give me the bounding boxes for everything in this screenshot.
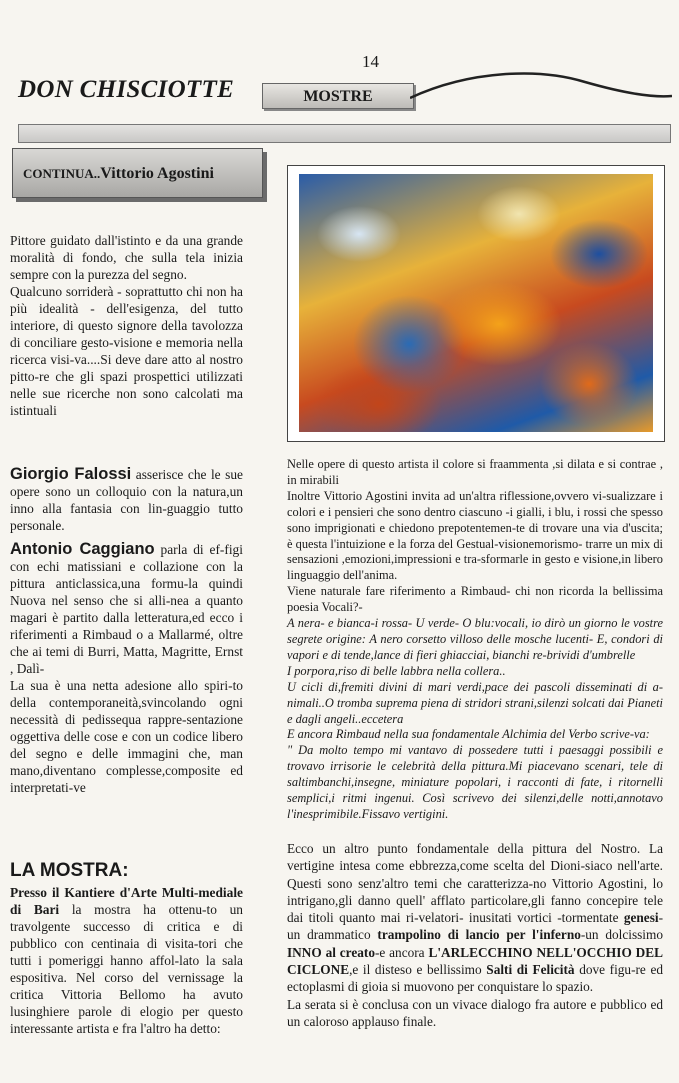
intro-paragraph-1: Pittore guidato dall'istinto e da una grande moralità di fondo, che sulla tela inizia sempre con la purezza del segno.	[10, 233, 243, 282]
right-column	[287, 457, 663, 823]
left-intro	[10, 232, 243, 419]
mostra-heading: LA MOSTRA:	[10, 860, 129, 881]
section-label: MOSTRE	[262, 83, 414, 109]
decorative-swoosh	[410, 60, 672, 120]
adesione-paragraph: La sua è una netta adesione allo spiri-to della contemporaneità,svincolando ogni necessità di pedissequa rappre-sentazione oggettiva delle cose e con un codice libero del segno e delle immagini che, man mano,diventano complesse,composite ed interpretati-ve	[10, 678, 243, 795]
masthead-title: DON CHISCIOTTE	[18, 76, 235, 103]
continua-title-box	[12, 148, 263, 198]
poem-stanza-2: I porpora,riso di belle labbra nella collera..	[287, 663, 506, 678]
falossi-paragraph	[10, 466, 243, 534]
abstract-painting	[299, 174, 653, 432]
right-paragraph-1: Nelle opere di questo artista il colore si fraammenta ,si dilata e si contrae , in mirabili	[287, 457, 663, 487]
right-paragraph-5: La serata si è conclusa con un vivace dialogo fra autore e pubblico ed un caloroso applauso finale.	[287, 996, 663, 1029]
caggiano-text: parla di ef-figi con echi matissiani e collazione con la pittura anticlassica,una formu-la quindi Nuova nel senso che si alli-nea a quanto magari è partito dalla letteratura,ed ecco i riferimenti a Rimbaud o a Mallarmé, oltre che ai temi di Burri, Matta, Magritte, Ernst , Dalì-	[10, 542, 243, 676]
continua-prefix: CONTINUA..	[23, 166, 101, 181]
right-column-lower	[287, 840, 663, 1030]
painting-image	[287, 165, 665, 442]
poem-stanza-3: U cicli di,fremiti divini di mari verdi,pace dei pascoli disseminati di a-nimali..O tromba suprema piena di stridori strani,silenzi solcati dai Pianeti e dagli angeli..eccetera	[287, 679, 663, 726]
mostra-venue: Presso il Kantiere d'Arte Multi-mediale di Bari	[10, 885, 243, 917]
right-paragraph-4: Ecco un altro punto fondamentale della pittura del Nostro. La vertigine intesa come ebbrezza,come scelta del Dioni-siaco nell'arte. Questi sono senz'altro temi che caratterizza-no Vittorio Agostini, lo intrigano,gli danno quell' afflato particolare,gli fanno concepire tele dai titoli quanto mai ri-velatori- inusitati vortici -tormentate genesi- un drammatico trampolino di lancio per l'inferno-un dolcissimo INNO al creato-e ancora L'ARLECCHINO NELL'OCCHIO DEL CICLONE,e il disteso e bellissimo Salti di Felicità dove figu-re ed ectoplasmi di gioia si muovono per conquistare lo spazio.	[287, 841, 664, 995]
mostra-paragraph	[10, 884, 243, 1037]
intro-paragraph-2: Qualcuno sorriderà - soprattutto chi non ha più idealità - dell'esigenza, del tutto interiore, di questo signore della tavolozza di conciliare gesto-visione e memoria nella ricerca visi-va....Si deve dare atto al nostro pitto-re che gli spazi prospettici utilizzati nelle sue ricerche non sono calcolati ma istintuali	[10, 284, 243, 418]
right-paragraph-2: Inoltre Vittorio Agostini invita ad un'altra riflessione,ovvero vi-sualizzare i colori e i pensieri che sono dentro ciascuno -i gialli, i blu, i rossi che spesso sono imprigionati e chiedono prepotentemen-te di trovare una via d'uscita; è questa l'intuizione e la forza del Gestual-visionemorismo- trarre un mix di sensazioni ,emozioni,impressioni e tra-sformarle in gesto e visione,in libero linguaggio dell'anima.	[287, 488, 663, 583]
mostra-text: la mostra ha ottenu-to un travolgente successo di critica e di pubblico con centinaia di visita-tori che tutti i pomeriggi hanno affol-lato la sala espositiva. Nel corso del vernissage la critica Vittoria Bellomo ha avuto lusinghiere parole di elogio per questo interessante artista e fra l'altro ha detto:	[10, 902, 243, 1036]
caggiano-paragraph	[10, 541, 243, 796]
alchimia-quote: " Da molto tempo mi vantavo di possedere tutti i paesaggi possibili e trovavo irrisorie le celebrità della pittura.Mi piacevano scenari, tele di saltimbanchi,insegne, miniature popolari, i racconti di fate, i ritornelli semplici,i ritmi ingenui. Così scrivevo dei silenzi,delle notti,annotavo l'inesprimibile.Fissavo vertigini.	[287, 743, 663, 821]
right-paragraph-3: Viene naturale fare riferimento a Rimbaud- chi non ricorda la bellissima poesia Vocali?-	[287, 584, 663, 615]
caggiano-name: Antonio Caggiano	[10, 540, 155, 558]
poem-stanza-1: A nera- e bianca-i rossa- U verde- O blu:vocali, io dirò un giorno le vostre segrete origine: A nero corsetto villoso delle mosche lucenti- E, condori di vapori e di tende,lance di fieri ghiacciai, bianchi re-brividi d'umbrelle	[287, 616, 663, 662]
artist-name: Vittorio Agostini	[100, 165, 214, 182]
page-number: 14	[362, 52, 379, 71]
falossi-text: asserisce che le sue opere sono un colloquio con la natura,un inno alla fantasia con lin-guaggio tutto personale.	[10, 467, 243, 533]
poem-intro: E ancora Rimbaud nella sua fondamentale Alchimia del Verbo scrive-va:	[287, 727, 650, 742]
header-rule-bar	[18, 124, 671, 143]
falossi-name: Giorgio Falossi	[10, 465, 132, 483]
